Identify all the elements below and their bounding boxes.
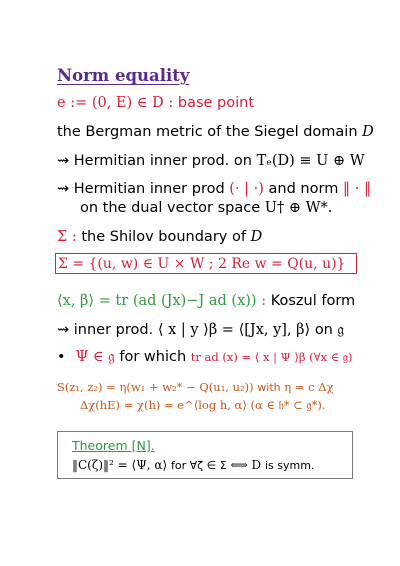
inner-prod-text-a: ⇝ inner prod. <box>57 322 154 338</box>
hermitian-line-2 <box>57 180 371 198</box>
hermitian-1-formula: Tₑ(D) ≡ U ⊕ W <box>256 153 365 169</box>
s-kernel-eta: η = c Δχ <box>284 380 334 394</box>
base-point-formula: e := (0, E) ∈ D : <box>57 95 174 111</box>
bergman-text: the Bergman metric of the Siegel domain <box>57 124 358 140</box>
theorem-conclusion: is symm. <box>264 459 315 472</box>
hermitian-2-text-a: ⇝ Hermitian inner prod <box>57 181 225 197</box>
inner-prod-text-b: on <box>314 322 333 338</box>
s-kernel-with: with <box>257 381 281 394</box>
bergman-line <box>57 123 374 141</box>
hermitian-2-paren: (· | ·) <box>229 181 264 197</box>
psi-text: for which <box>119 349 187 365</box>
koszul-formula: ⟨x, β⟩ = tr (ad (Jx)−J ad (x)) : <box>57 293 267 309</box>
shilov-domain: D <box>250 229 263 245</box>
shilov-symbol: Σ : <box>57 229 77 245</box>
dual-space-formula: U† ⊕ W*. <box>264 200 333 216</box>
theorem-iff: ⟺ D <box>230 458 262 472</box>
koszul-line <box>57 292 355 310</box>
psi-line <box>57 348 353 366</box>
dual-space-line <box>80 199 332 217</box>
shilov-text: the Shilov boundary of <box>81 229 246 245</box>
hermitian-2-text-b: and norm <box>268 181 339 197</box>
theorem-box <box>57 431 353 479</box>
theorem-title: Theorem [N]. <box>72 438 155 453</box>
dual-space-text: on the dual vector space <box>80 200 261 216</box>
slide-title: Norm equality <box>57 66 190 85</box>
bergman-symbol: D <box>362 124 374 140</box>
base-point-line <box>57 94 254 112</box>
koszul-text: Koszul form <box>270 293 356 309</box>
s-kernel-line <box>57 380 333 395</box>
inner-prod-formula: ⟨ x | y ⟩β = ⟨[Jx, y], β⟩ <box>157 322 311 338</box>
theorem-body <box>72 458 314 472</box>
psi-formula: Ψ ∈ 𝔤 <box>75 349 115 365</box>
delta-chi-line: Δχ(hE) = χ(h) = e^⟨log h, α⟩ (α ∈ 𝔥* ⊂ 𝔤*). <box>80 398 326 412</box>
base-point-text: base point <box>177 95 255 111</box>
theorem-for: for ∀ζ ∈ Σ <box>171 459 227 472</box>
shilov-line <box>57 228 262 246</box>
hermitian-line-1 <box>57 152 365 170</box>
psi-trace: tr ad (x) = ⟨ x | Ψ ⟩β (∀x ∈ 𝔤) <box>190 350 353 364</box>
theorem-norm: ‖C(ζ)‖² = ⟨Ψ, α⟩ <box>72 458 168 472</box>
hermitian-2-norm: ‖ · ‖ <box>342 181 372 197</box>
inner-prod-line <box>57 321 344 339</box>
s-kernel-formula: S(z₁, z₂) = η(w₁ + w₂* − Q(u₁, u₂)) <box>57 380 254 394</box>
shilov-formula: Σ = {(u, w) ∈ U × W ; 2 Re w = Q(u, u)} <box>58 256 346 272</box>
bullet-icon: • <box>57 349 66 365</box>
hermitian-1-text: ⇝ Hermitian inner prod. on <box>57 153 252 169</box>
inner-prod-algebra: 𝔤 <box>337 322 344 338</box>
